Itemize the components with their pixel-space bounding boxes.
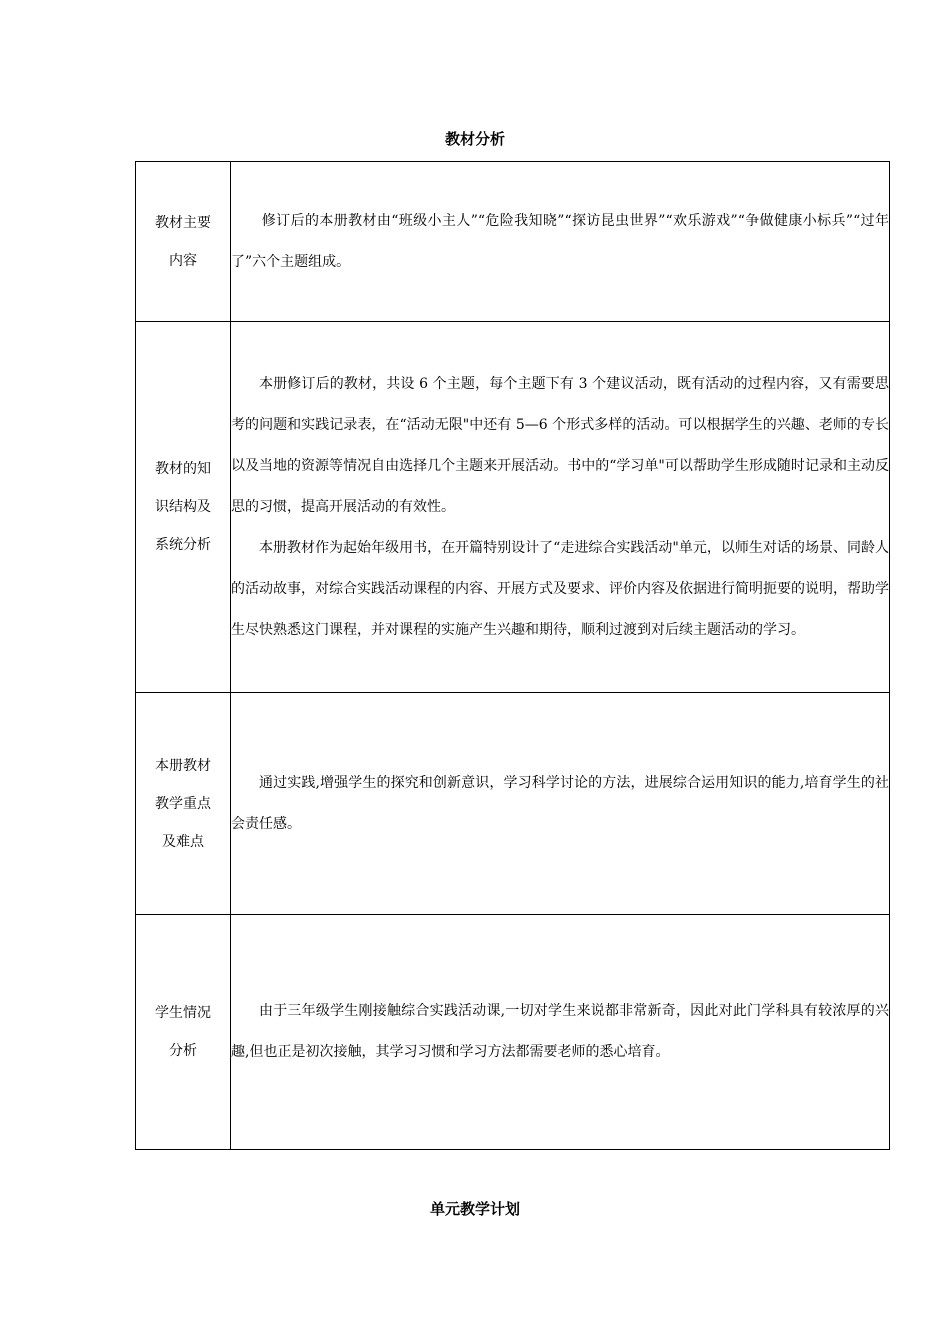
table-row	[136, 322, 890, 693]
row-content-cell	[231, 162, 890, 322]
content-paragraph: 本册教材作为起始年级用书，在开篇特别设计了“走进综合实践活动"单元，以师生对话的场景、同龄人的活动故事，对综合实践活动课程的内容、开展方式及要求、评价内容及依据进行简明扼要的说明，帮助学生尽快熟悉这门课程，并对课程的实施产生兴趣和期待，顺利过渡到对后续主题活动的学习。	[231, 539, 889, 638]
row-label: 教材的知识结构及系统分析	[155, 461, 211, 553]
row-label-cell	[136, 693, 231, 915]
row-label: 学生情况分析	[155, 1005, 211, 1059]
row-content-cell	[231, 322, 890, 693]
row-label: 本册教材教学重点及难点	[155, 757, 211, 850]
table-row	[136, 162, 890, 322]
row-content-cell	[231, 915, 890, 1150]
table-row	[136, 915, 890, 1150]
content-paragraph: 修订后的本册教材由“班级小主人”“危险我知晓”“探访昆虫世界”“欢乐游戏”“争做健康小标兵”“过年了”六个主题组成。	[231, 212, 889, 270]
row-label: 教材主要内容	[155, 214, 211, 269]
textbook-analysis-table	[135, 161, 890, 1150]
row-label-cell	[136, 322, 231, 693]
content-paragraph: 由于三年级学生刚接触综合实践活动课,一切对学生来说都非常新奇，因此对此门学科具有较浓厚的兴趣,但也正是初次接触，其学习习惯和学习方法都需要老师的悉心培育。	[231, 1003, 889, 1060]
row-label-cell	[136, 915, 231, 1150]
section-title: 单元教学计划	[429, 1200, 520, 1218]
document-title: 教材分析	[444, 130, 505, 148]
row-label-cell	[136, 162, 231, 322]
content-paragraph: 通过实践,增强学生的探究和创新意识，学习科学讨论的方法，进展综合运用知识的能力,培育学生的社会责任感。	[231, 774, 889, 832]
table-row	[136, 693, 890, 915]
row-content-cell	[231, 693, 890, 915]
content-paragraph: 本册修订后的教材，共设 6 个主题，每个主题下有 3 个建议活动，既有活动的过程内容，又有需要思考的问题和实践记录表，在“活动无限"中还有 5—6 个形式多样的活动。可以根据学生的兴趣、老师的专长以及当地的资源等情况自由选择几个主题来开展活动。书中的“学习单"可以帮助学生形成随时记录和主动反思的习惯，提高开展活动的有效性。	[231, 375, 889, 515]
